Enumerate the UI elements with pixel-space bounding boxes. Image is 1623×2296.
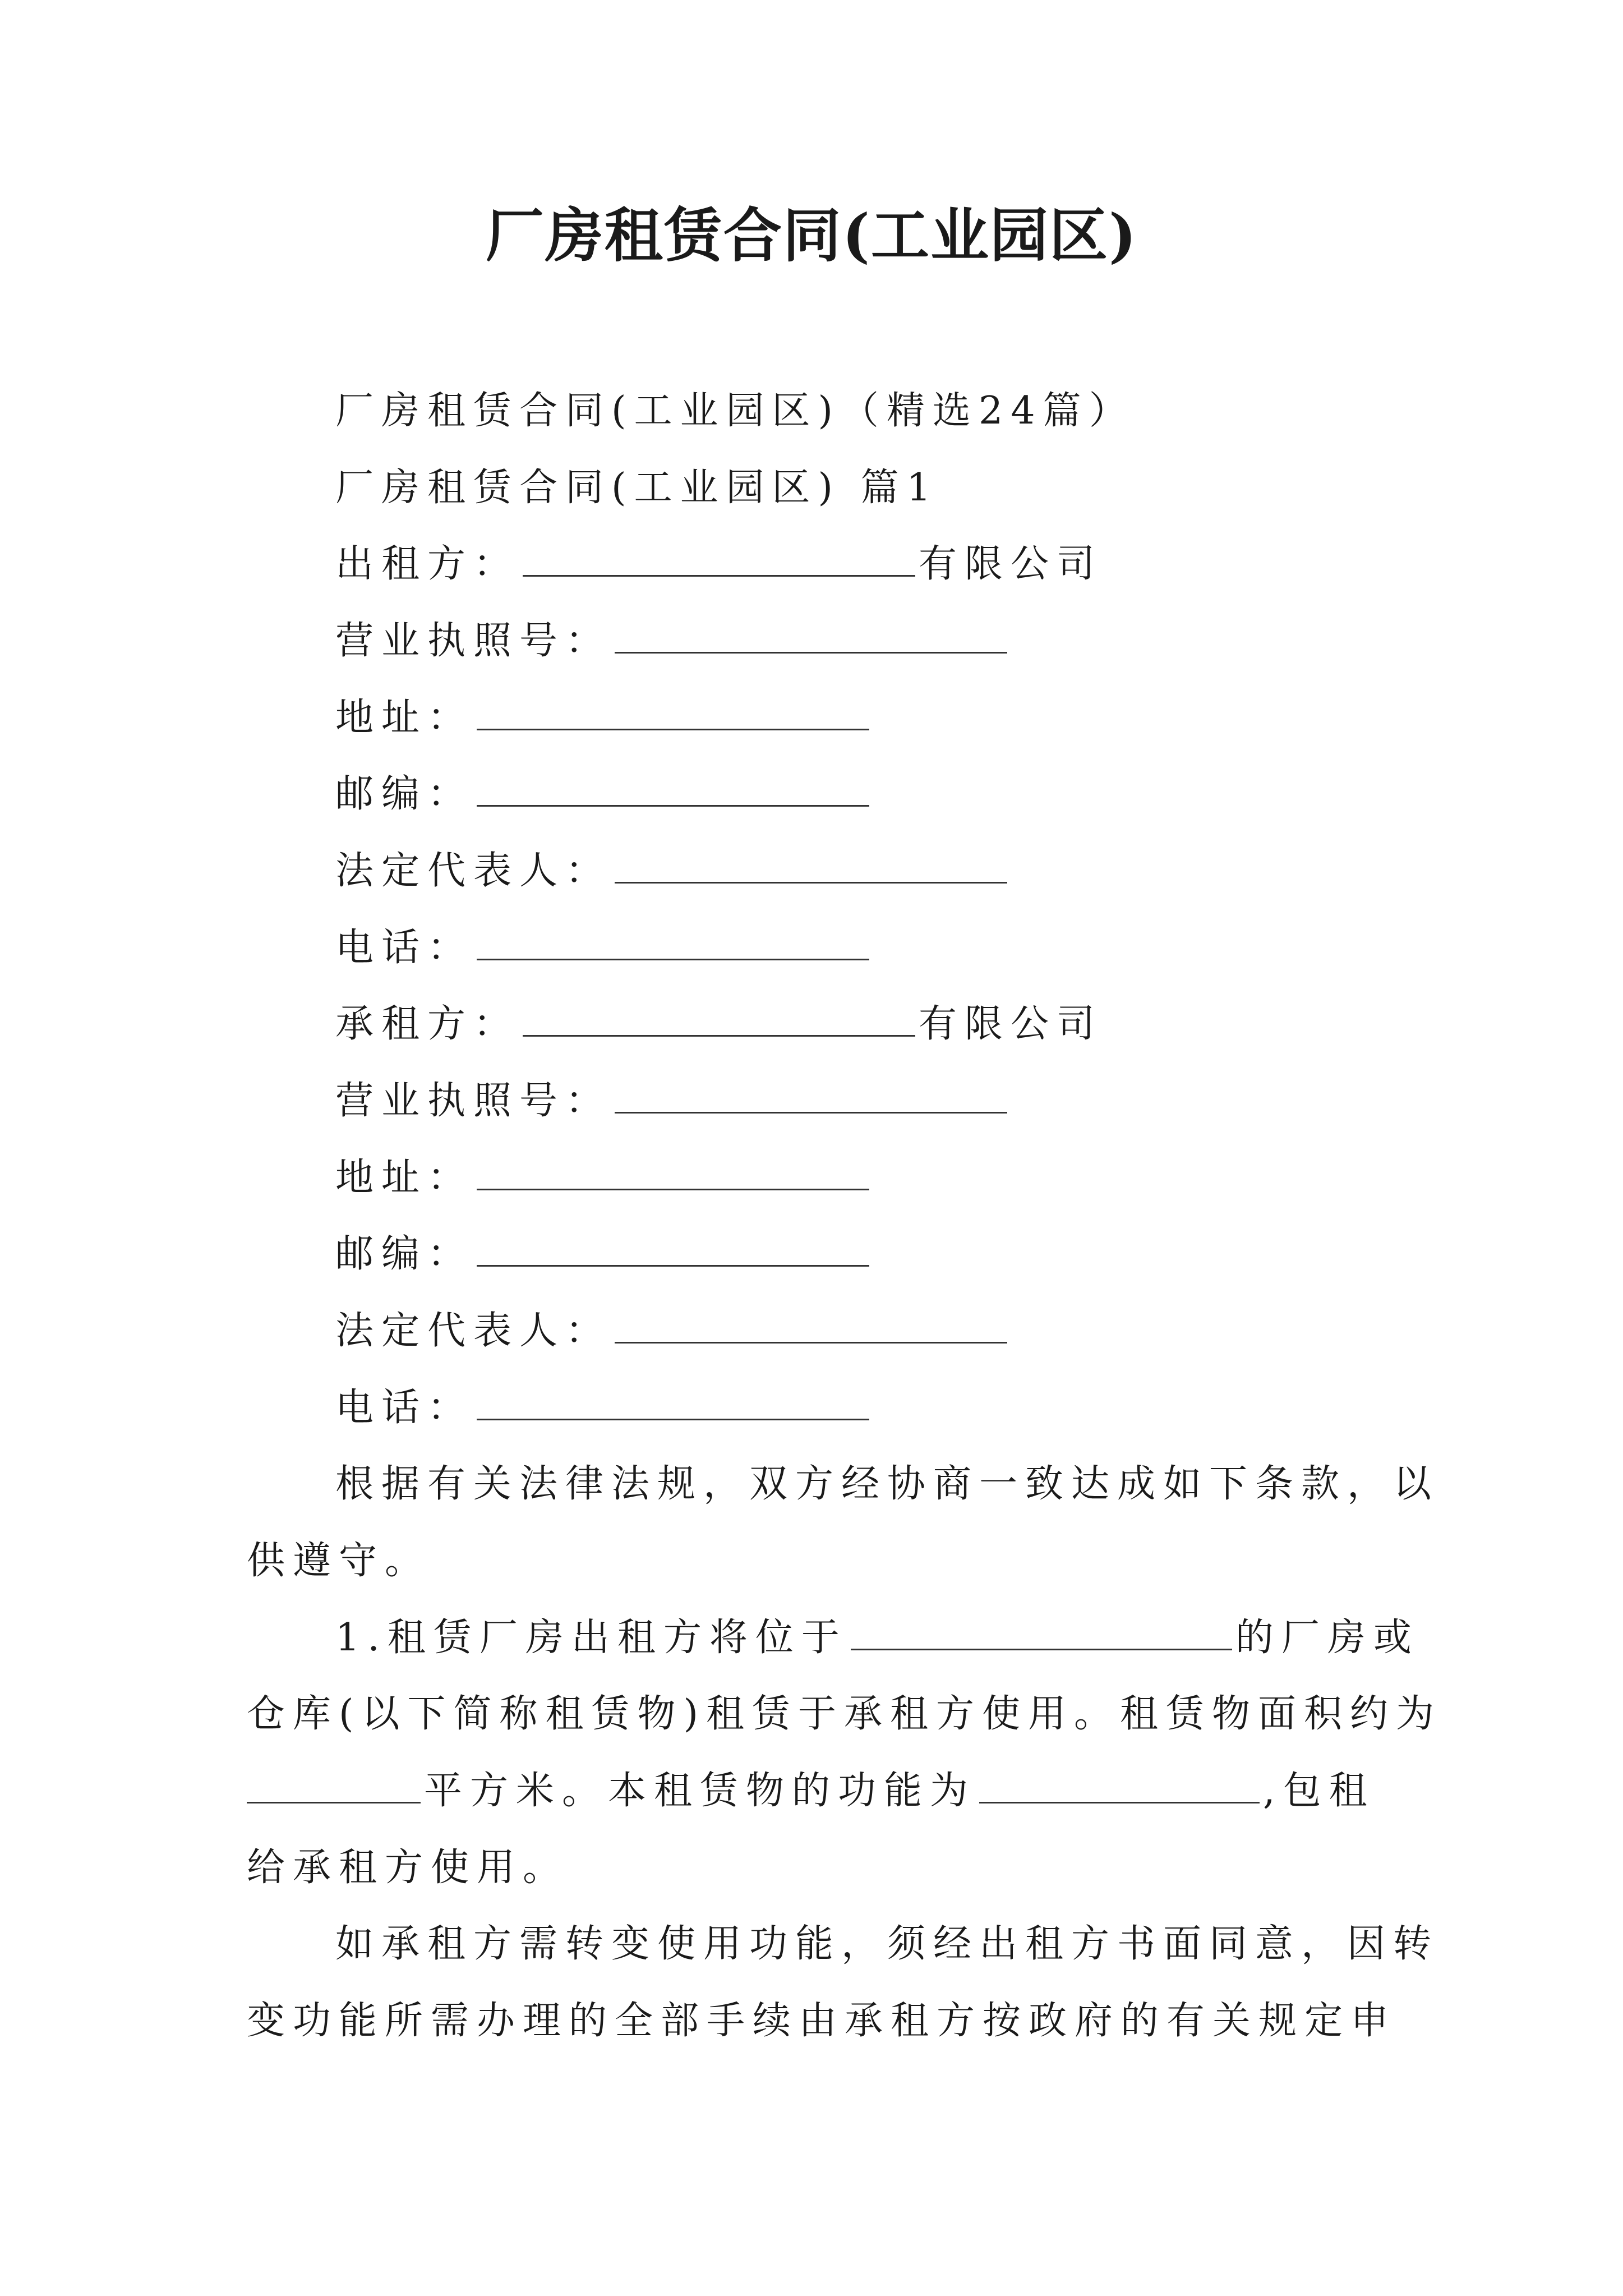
lessor-address-blank[interactable] <box>477 694 869 730</box>
lessee-postcode-label: 邮编： <box>335 1232 474 1276</box>
lessor-name-blank[interactable] <box>523 540 915 577</box>
lessee-phone-line <box>335 1381 873 1435</box>
lessor-party-line <box>335 537 1103 591</box>
document-title: 厂房租赁合同(工业园区) <box>485 201 1138 270</box>
lessee-address-label: 地址： <box>335 1156 474 1200</box>
lessee-address-line <box>335 1151 873 1205</box>
lessor-rep-label: 法定代表人： <box>335 849 612 893</box>
clause1-part-a: 1.租赁厂房出租方将位于 <box>335 1616 847 1660</box>
area-blank[interactable] <box>247 1767 421 1803</box>
lessee-phone-label: 电话： <box>335 1386 474 1430</box>
lessee-license-label: 营业执照号： <box>335 1079 612 1123</box>
clause1-line-1 <box>335 1611 1419 1665</box>
lessee-address-blank[interactable] <box>477 1154 869 1190</box>
lessor-address-line <box>335 691 873 745</box>
function-blank[interactable] <box>979 1767 1260 1803</box>
lessor-address-label: 地址： <box>335 696 474 740</box>
lessee-party-line <box>335 997 1103 1051</box>
clause1-line-3 <box>247 1764 1375 1818</box>
lessor-license-blank[interactable] <box>615 617 1007 654</box>
intro-line-2: 供遵守。 <box>247 1539 431 1583</box>
section-heading: 厂房租赁合同(工业园区) 篇1 <box>335 466 939 510</box>
lessor-postcode-line <box>335 767 873 821</box>
lessee-license-blank[interactable] <box>615 1077 1007 1114</box>
lessor-postcode-label: 邮编： <box>335 772 474 816</box>
lessee-rep-blank[interactable] <box>615 1307 1007 1343</box>
clause1-part-c: 平方米。本租赁物的功能为 <box>424 1769 976 1813</box>
lessee-postcode-blank[interactable] <box>477 1230 869 1267</box>
lessor-phone-line <box>335 921 873 975</box>
clause1-line-4: 给承租方使用。 <box>247 1846 569 1890</box>
lessee-name-blank[interactable] <box>523 1000 915 1037</box>
clause1-part-b: 的厂房或 <box>1235 1616 1419 1660</box>
lessor-postcode-blank[interactable] <box>477 770 869 807</box>
lessor-rep-blank[interactable] <box>615 847 1007 884</box>
lessee-party-suffix: 有限公司 <box>919 1002 1103 1046</box>
lessee-postcode-line <box>335 1227 873 1281</box>
lessee-rep-line <box>335 1304 1011 1358</box>
lessor-phone-label: 电话： <box>335 926 474 970</box>
subtitle: 厂房租赁合同(工业园区)（精选24篇） <box>335 389 1135 433</box>
lessee-rep-label: 法定代表人： <box>335 1309 612 1353</box>
lessee-party-label: 承租方： <box>335 1002 520 1046</box>
lessor-rep-line <box>335 844 1011 898</box>
clause1-part-d: ,包租 <box>1263 1769 1375 1813</box>
lessee-phone-blank[interactable] <box>477 1384 869 1420</box>
lessor-party-suffix: 有限公司 <box>919 542 1103 586</box>
lessor-party-label: 出租方： <box>335 542 520 586</box>
lessee-license-line <box>335 1074 1011 1128</box>
clause1-line-2: 仓库(以下简称租赁物)租赁于承租方使用。租赁物面积约为 <box>247 1692 1442 1736</box>
intro-line-1: 根据有关法律法规，双方经协商一致达成如下条款，以 <box>335 1462 1440 1506</box>
lessor-license-line <box>335 614 1011 668</box>
para2-line-2: 变功能所需办理的全部手续由承租方按政府的有关规定申 <box>247 1999 1397 2043</box>
lessor-phone-blank[interactable] <box>477 924 869 960</box>
lessor-license-label: 营业执照号： <box>335 619 612 663</box>
property-location-blank[interactable] <box>851 1614 1232 1650</box>
para2-line-1: 如承租方需转变使用功能，须经出租方书面同意，因转 <box>335 1922 1440 1966</box>
